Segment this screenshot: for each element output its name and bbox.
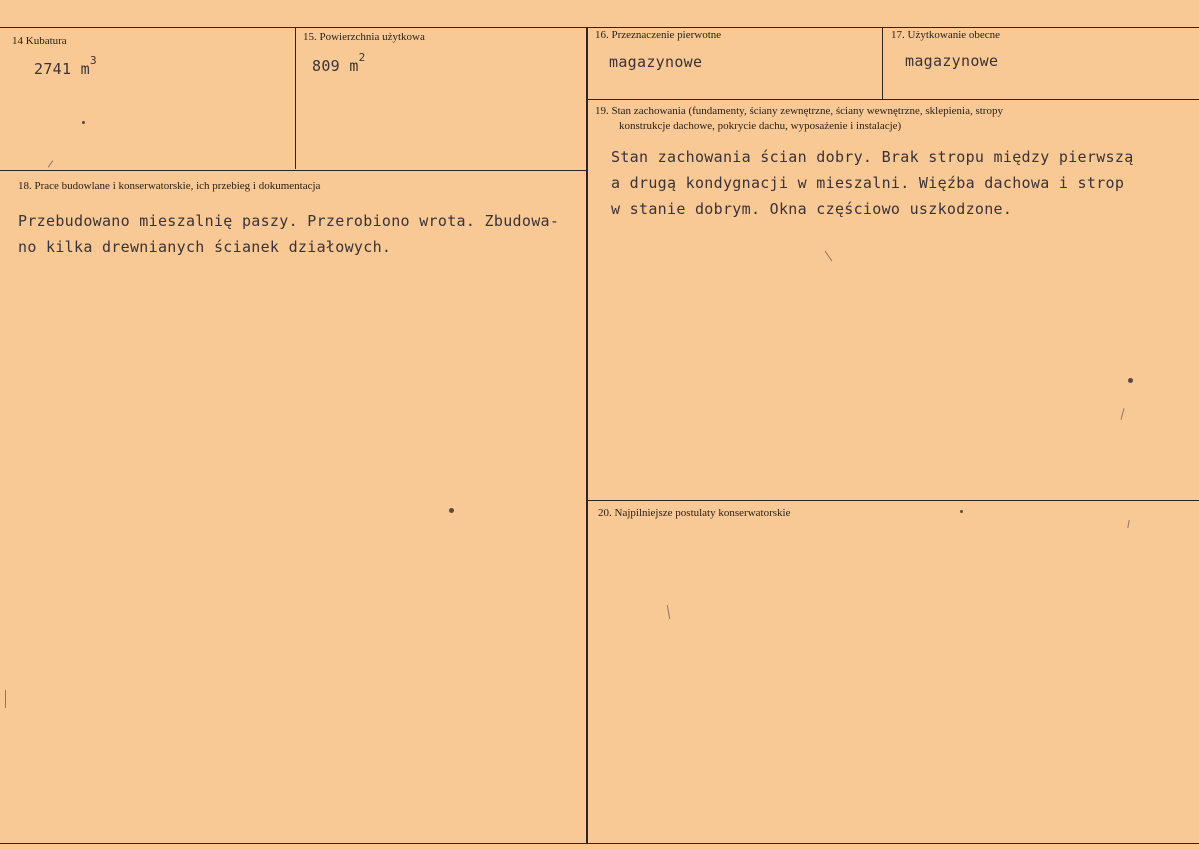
- paper-speck: [449, 508, 454, 513]
- paper-speck: [82, 121, 85, 124]
- field-14-number: 2741 m: [34, 60, 90, 78]
- field-19-line-2: a drugą kondygnacji w mieszalni. Więźba dachowa i strop: [611, 174, 1125, 192]
- field-19-line-3: w stanie dobrym. Okna częściowo uszkodzone.: [611, 200, 1013, 218]
- paper-scratch: [667, 605, 670, 619]
- field-15-power: 2: [358, 51, 366, 64]
- divider-16-17: [882, 27, 883, 99]
- field-18-label: 18. Prace budowlane i konserwatorskie, ich przebieg i dokumentacja: [18, 180, 321, 192]
- rule-under-16-17: [588, 99, 1199, 100]
- field-15-number: 809 m: [312, 57, 359, 75]
- rule-under-19: [588, 500, 1199, 501]
- paper-scratch: [48, 160, 53, 167]
- field-18-line-2: no kilka drewnianych ścianek działowych.: [18, 238, 392, 256]
- field-14-value: [34, 54, 97, 78]
- paper-scratch: [5, 690, 6, 708]
- field-14-label: 14 Kubatura: [12, 35, 67, 47]
- field-19-text: [611, 144, 1134, 222]
- field-14-power: 3: [90, 54, 97, 67]
- divider-15-16: [586, 27, 588, 843]
- rule-under-14-15: [0, 170, 588, 171]
- field-18-line-1: Przebudowano mieszalnię paszy. Przerobiono wrota. Zbudowa-: [18, 212, 560, 230]
- field-18-text: [18, 208, 559, 260]
- field-20-label: 20. Najpilniejsze postulaty konserwatorskie: [598, 507, 791, 519]
- paper-speck: [960, 510, 963, 513]
- bottom-rule: [0, 843, 1199, 844]
- divider-14-15: [295, 27, 296, 169]
- field-17-value: magazynowe: [905, 52, 999, 70]
- top-rule: [0, 27, 1199, 28]
- paper-speck: [1128, 378, 1133, 383]
- paper-scratch: [1127, 520, 1129, 528]
- field-19-label-line-2: konstrukcje dachowe, pokrycie dachu, wyposażenie i instalacje): [619, 120, 902, 132]
- field-19-line-1: Stan zachowania ścian dobry. Brak stropu między pierwszą: [611, 148, 1134, 166]
- field-15-label: 15. Powierzchnia użytkowa: [303, 31, 425, 43]
- field-16-value: magazynowe: [609, 53, 703, 71]
- paper-scratch: [825, 251, 833, 261]
- field-16-label: 16. Przeznaczenie pierwotne: [595, 29, 722, 41]
- field-19-label-line-1: 19. Stan zachowania (fundamenty, ściany zewnętrzne, ściany wewnętrzne, sklepienia, stropy: [595, 105, 1003, 117]
- field-15-value: [312, 51, 366, 75]
- paper-scratch: [1120, 408, 1124, 420]
- field-17-label: 17. Użytkowanie obecne: [891, 29, 1001, 41]
